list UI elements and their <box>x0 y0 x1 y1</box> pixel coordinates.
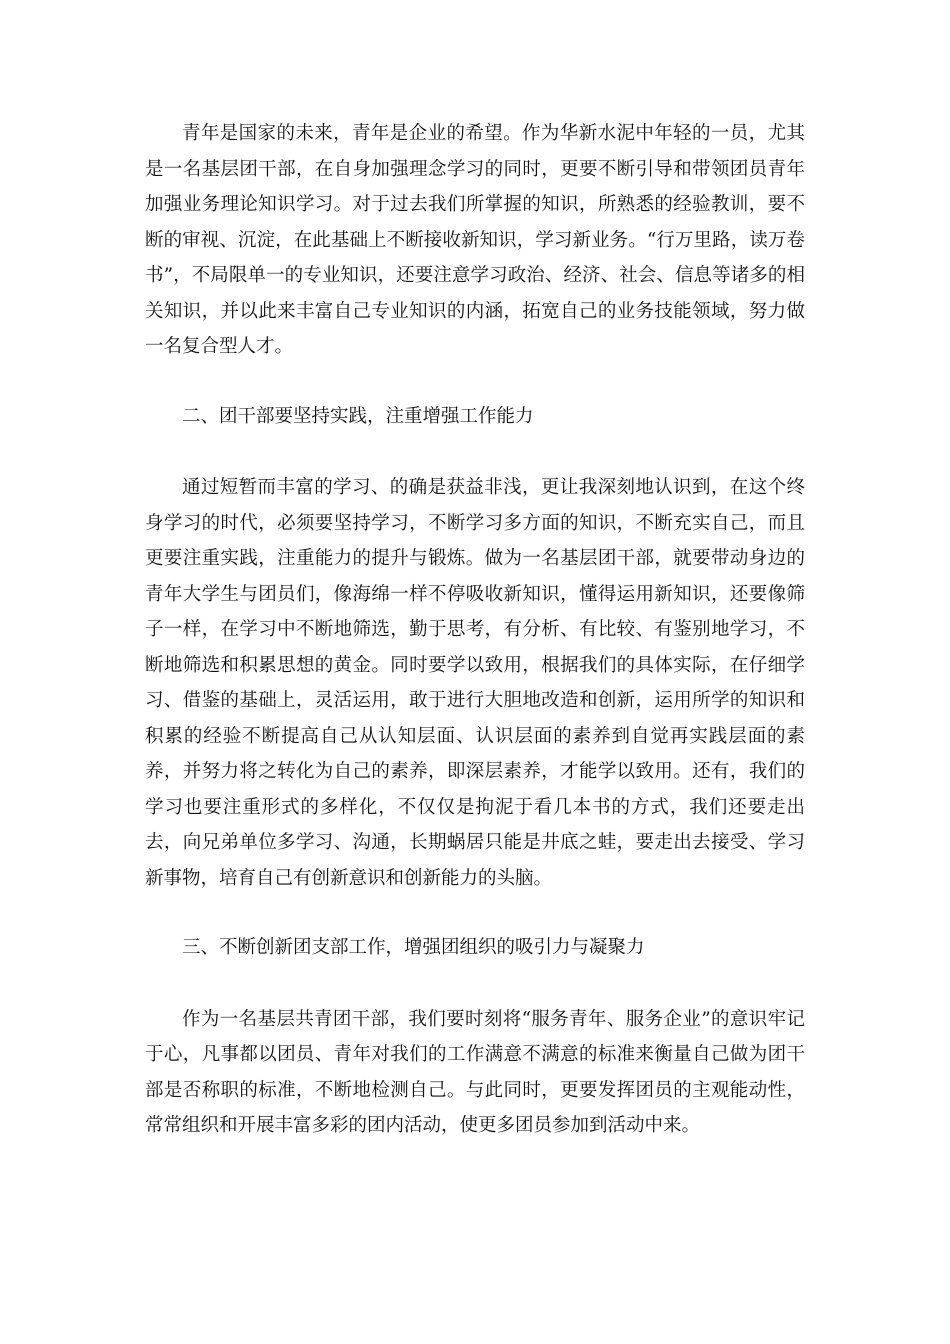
body-paragraph-3: 作为一名基层共青团干部，我们要时刻将“服务青年、服务企业”的意识牢记于心，凡事都以团员、青年对我们的工作满意不满意的标准来衡量自己做为团干部是否称职的标准，不断地检测自己。与此同时，更要发挥团员的主观能动性，常常组织和开展丰富多彩的团内活动，使更多团员参加到活动中来。 <box>145 1008 805 1136</box>
spacer <box>145 896 805 930</box>
spacer <box>145 365 805 399</box>
spacer <box>145 966 805 1002</box>
document-page <box>145 116 805 1144</box>
spacer <box>145 434 805 470</box>
section-heading-2: 二、团干部要坚持实践，注重增强工作能力 <box>182 405 534 427</box>
body-paragraph-2: 通过短暂而丰富的学习、的确是获益非浅，更让我深刻地认识到，在这个终身学习的时代，必须要坚持学习，不断学习多方面的知识，不断充实自己，而且更要注重实践，注重能力的提升与锻炼。做为一名基层团干部，就要带动身边的青年大学生与团员们，像海绵一样不停吸收新知识，懂得运用新知识，还要像筛子一样，在学习中不断地筛选，勤于思考，有分析、有比较、有鉴别地学习，不断地筛选和积累思想的黄金。同时要学以致用，根据我们的具体实际，在仔细学习、借鉴的基础上，灵活运用，敢于进行大胆地改造和创新，运用所学的知识和积累的经验不断提高自己从认知层面、认识层面的素养到自觉再实践层面的素养，并努力将之转化为自己的素养，即深层素养，才能学以致用。还有，我们的学习也要注重形式的多样化，不仅仅是拘泥于看几本书的方式，我们还要走出去，向兄弟单位多学习、沟通，长期蜗居只能是井底之蛙，要走出去接受、学习新事物，培育自己有创新意识和创新能力的头脑。 <box>145 477 805 889</box>
body-paragraph-1: 青年是国家的未来，青年是企业的希望。作为华新水泥中年轻的一员，尤其是一名基层团干部，在自身加强理念学习的同时，更要不断引导和带领团员青年加强业务理论知识学习。对于过去我们所掌握的知识，所熟悉的经验教训，要不断的审视、沉淀，在此基础上不断接收新知识，学习新业务。“行万里路，读万卷书”，不局限单一的专业知识，还要注意学习政治、经济、社会、信息等诸多的相关知识，并以此来丰富自己专业知识的内涵，拓宽自己的业务技能领域，努力做一名复合型人才。 <box>145 123 805 357</box>
section-heading-3: 三、不断创新团支部工作，增强团组织的吸引力与凝聚力 <box>182 937 645 958</box>
